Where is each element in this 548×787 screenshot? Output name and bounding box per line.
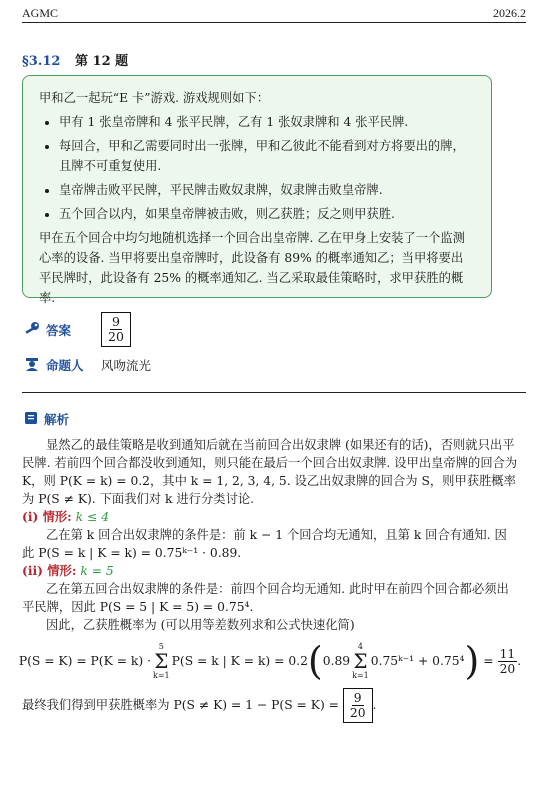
section-heading <box>22 50 128 69</box>
header-right: 2026.2 <box>493 6 526 20</box>
equation-result: $\frac{11}{20}$ <box>499 646 516 676</box>
solution-body <box>18 436 522 723</box>
author-name: 风吻流光 <box>101 358 152 373</box>
case-2-condition: k = 5 <box>80 564 114 578</box>
solution-heading <box>24 410 99 428</box>
header-left: AGMC <box>22 6 59 20</box>
sum-symbol: 5 Σ k=1 <box>152 642 170 680</box>
problem-intro: 甲和乙一起玩“E 卡”游戏. 游戏规则如下： <box>39 91 270 105</box>
final-text: 最终我们得到甲获胜概率为 P(S ≠ K) = 1 − P(S = K) = <box>22 698 339 712</box>
solution-label: 解析 <box>44 412 70 427</box>
case-1-tag: (i) 情形: <box>22 509 72 524</box>
author-icon <box>24 357 40 374</box>
answer-row <box>24 312 131 347</box>
equation-inner-coef: 0.89 <box>322 654 351 668</box>
solution-para-3: 因此，乙获胜概率为 (可以用等差数列求和公式快速化简) <box>46 618 355 632</box>
problem-box <box>22 75 492 305</box>
case-2-heading <box>22 562 518 580</box>
equation-left: P(S = K) = P(K = k) · <box>18 654 151 668</box>
rules-list <box>39 112 475 224</box>
problem-body: 甲在五个回合中均匀地随机选择一个回合出皇帝牌. 乙在甲身上安装了一个监测心率的设备. 当甲将要出皇帝牌时，此设备有 89% 的概率通知乙；当甲将要出平民牌时，此设备有 25% 的概率通知乙. 当乙采取最佳策略时，求甲获胜的概率. <box>39 231 465 305</box>
equation-inner-terms: 0.75ᵏ⁻¹ + 0.75⁴ <box>370 654 465 668</box>
header-rule <box>22 22 526 23</box>
rule-item: • 甲有 1 张皇帝牌和 4 张平民牌，乙有 1 张奴隶牌和 4 张平民牌. <box>59 112 475 132</box>
author-label: 命题人 <box>46 358 84 373</box>
author-row <box>24 356 151 374</box>
rule-item: • 五个回合以内，如果皇帝牌被击败，则乙获胜；反之则甲获胜. <box>59 204 475 224</box>
equation-middle: P(S = k | K = k) = 0.2 <box>171 654 308 668</box>
case-1-condition: k ≤ 4 <box>75 510 110 524</box>
section-title: 第 12 题 <box>75 54 129 69</box>
case-2-tag: (ii) 情形: <box>22 563 77 578</box>
final-answer-box: $\frac{9}{20}$ <box>343 688 373 723</box>
separator-rule <box>22 392 526 393</box>
answer-label: 答案 <box>46 322 72 338</box>
case-2-text: 乙在第五回合出奴隶牌的条件是：前四个回合均无通知. 此时甲在前四个回合都必须出平民牌，因此 P(S = 5 | K = 5) = 0.75⁴. <box>22 582 509 614</box>
answer-denominator: 20 <box>108 329 124 344</box>
answer-numerator: 9 <box>111 314 120 329</box>
running-header <box>22 6 526 22</box>
solution-para-1: 显然乙的最佳策略是收到通知后就在当前回合出奴隶牌 (如果还有的话)，否则就只出平民牌. 若前四个回合都没收到通知，则只能在最后一个回合出奴隶牌. 设甲出皇帝牌的回合为 K，则 P(K = k) = 0.2，其中 k = 1, 2, 3, 4, 5. 设乙出奴隶牌的回合为 S，则甲获胜概率为 P(S ≠ K). 下面我们对 k 进行分类讨论. <box>22 438 518 506</box>
book-icon <box>24 411 38 428</box>
main-equation: P(S = K) = P(K = k) · 5 Σ k=1 P(S = k | K = k) = 0.2 ( 0.89 4 Σ k=1 0.75ᵏ⁻¹ + 0.75⁴ ) = $\frac{11}{20}$ . <box>18 639 522 683</box>
case-1-text: 乙在第 k 回合出奴隶牌的条件是：前 k − 1 个回合均无通知，且第 k 回合有通知. 因此 P(S = k | K = k) = 0.75ᵏ⁻¹ · 0.89. <box>22 528 507 560</box>
key-icon <box>24 321 40 338</box>
rule-item: • 皇帝牌击败平民牌，平民牌击败奴隶牌，奴隶牌击败皇帝牌. <box>59 180 475 200</box>
rule-item: • 每回合，甲和乙需要同时出一张牌，甲和乙彼此不能看到对方将要出的牌，且牌不可重复使用. <box>59 136 475 176</box>
answer-box <box>101 312 131 347</box>
case-1-heading <box>22 508 518 526</box>
section-number: §3.12 <box>22 54 61 69</box>
final-line: 最终我们得到甲获胜概率为 P(S ≠ K) = 1 − P(S = K) = $\frac{9}{20}$ . <box>22 688 518 723</box>
sum-symbol: 4 Σ k=1 <box>352 642 369 680</box>
